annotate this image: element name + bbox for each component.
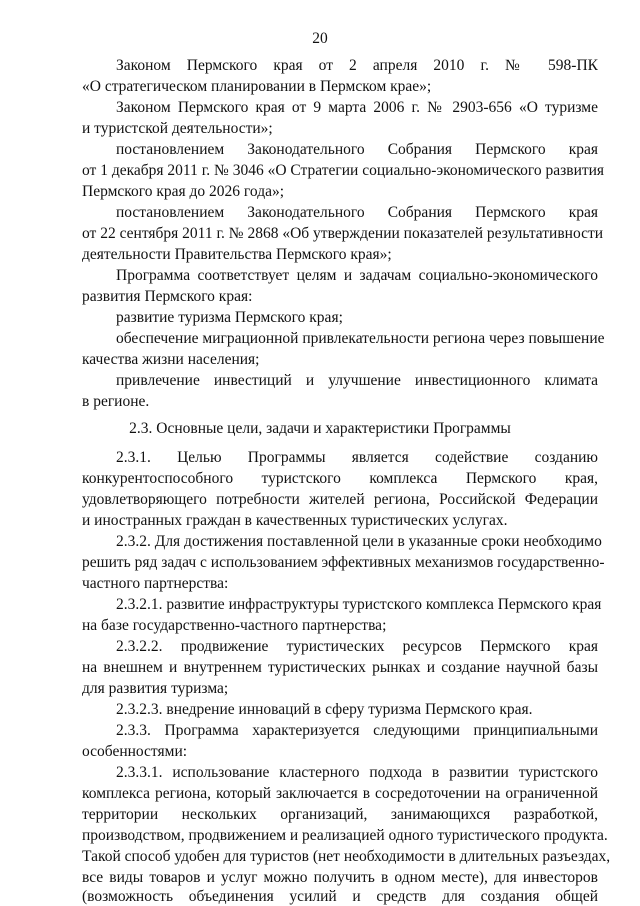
text-line: Законом Пермского края от 2 апреля 2010 г. № 598-ПК [116,57,598,74]
text-line: деятельности Правительства Пермского края»; [82,246,392,263]
text-line: (возможность объединения усилий и средств для создания общей [82,888,598,905]
text-line: 2.3.2.2. продвижение туристических ресурсов Пермского края [116,638,598,655]
text-line: 2.3.2.1. развитие инфраструктуры туристского комплекса Пермского края [116,596,602,613]
text-line: «О стратегическом планировании в Пермском крае»; [82,78,432,95]
text-line: Законом Пермского края от 9 марта 2006 г. № 2903-656 «О туризме [116,99,598,116]
text-line: все виды товаров и услуг можно получить в одном месте), для инвесторов [82,869,598,886]
text-line: на базе государственно-частного партнерства; [82,617,387,634]
text-line: постановлением Законодательного Собрания Пермского края [116,204,598,221]
text-line: удовлетворяющего потребности жителей региона, Российской Федерации [82,491,598,508]
text-line: от 1 декабря 2011 г. № 3046 «О Стратегии социально-экономического развития [82,162,605,179]
text-line: развитие туризма Пермского края; [116,309,343,326]
text-line: частного партнерства: [82,575,229,592]
text-line: для развития туризма; [82,680,229,697]
text-line: и туристской деятельности»; [82,120,273,137]
text-line: производством, продвижением и реализацией одного туристического продукта. [82,827,608,844]
text-line: Пермского края до 2026 года»; [82,183,285,200]
text-line: решить ряд задач с использованием эффективных механизмов государственно- [82,554,605,571]
text-line: и иностранных граждан в качественных туристических услугах. [82,512,508,529]
text-line: 2.3.1. Целью Программы является содействие созданию [116,449,598,466]
text-line: комплекса региона, который заключается в сосредоточении на ограниченной [82,785,598,802]
text-line: территории нескольких организаций, занимающихся разработкой, [82,806,598,823]
text-line: 2.3.3. Программа характеризуется следующими принципиальными [116,722,598,739]
text-line: от 22 сентября 2011 г. № 2868 «Об утверждении показателей результативности [82,225,604,242]
text-line: в регионе. [82,393,150,410]
text-line: развития Пермского края: [82,288,253,305]
text-line: 2.3.2.3. внедрение инноваций в сферу туризма Пермского края. [116,701,533,718]
text-line: качества жизни населения; [82,351,260,368]
text-line: обеспечение миграционной привлекательности региона через повышение [116,330,605,347]
text-line: на внешнем и внутреннем туристических рынках и создание научной базы [82,659,598,676]
text-line: Программа соответствует целям и задачам социально-экономического [116,267,598,284]
text-line: особенностями: [82,743,188,760]
text-line: привлечение инвестиций и улучшение инвестиционного климата [116,372,598,389]
section-heading: 2.3. Основные цели, задачи и характеристики Программы [129,420,511,437]
text-line: 2.3.2. Для достижения поставленной цели в указанные сроки необходимо [116,533,602,550]
text-line: Такой способ удобен для туристов (нет необходимости в длительных разъездах, [82,848,611,865]
text-line: постановлением Законодательного Собрания Пермского края [116,141,598,158]
text-line: 2.3.3.1. использование кластерного подхода в развитии туристского [116,764,598,781]
page-number: 20 [312,30,328,47]
text-line: конкурентоспособного туристского комплекса Пермского края, [82,470,598,487]
